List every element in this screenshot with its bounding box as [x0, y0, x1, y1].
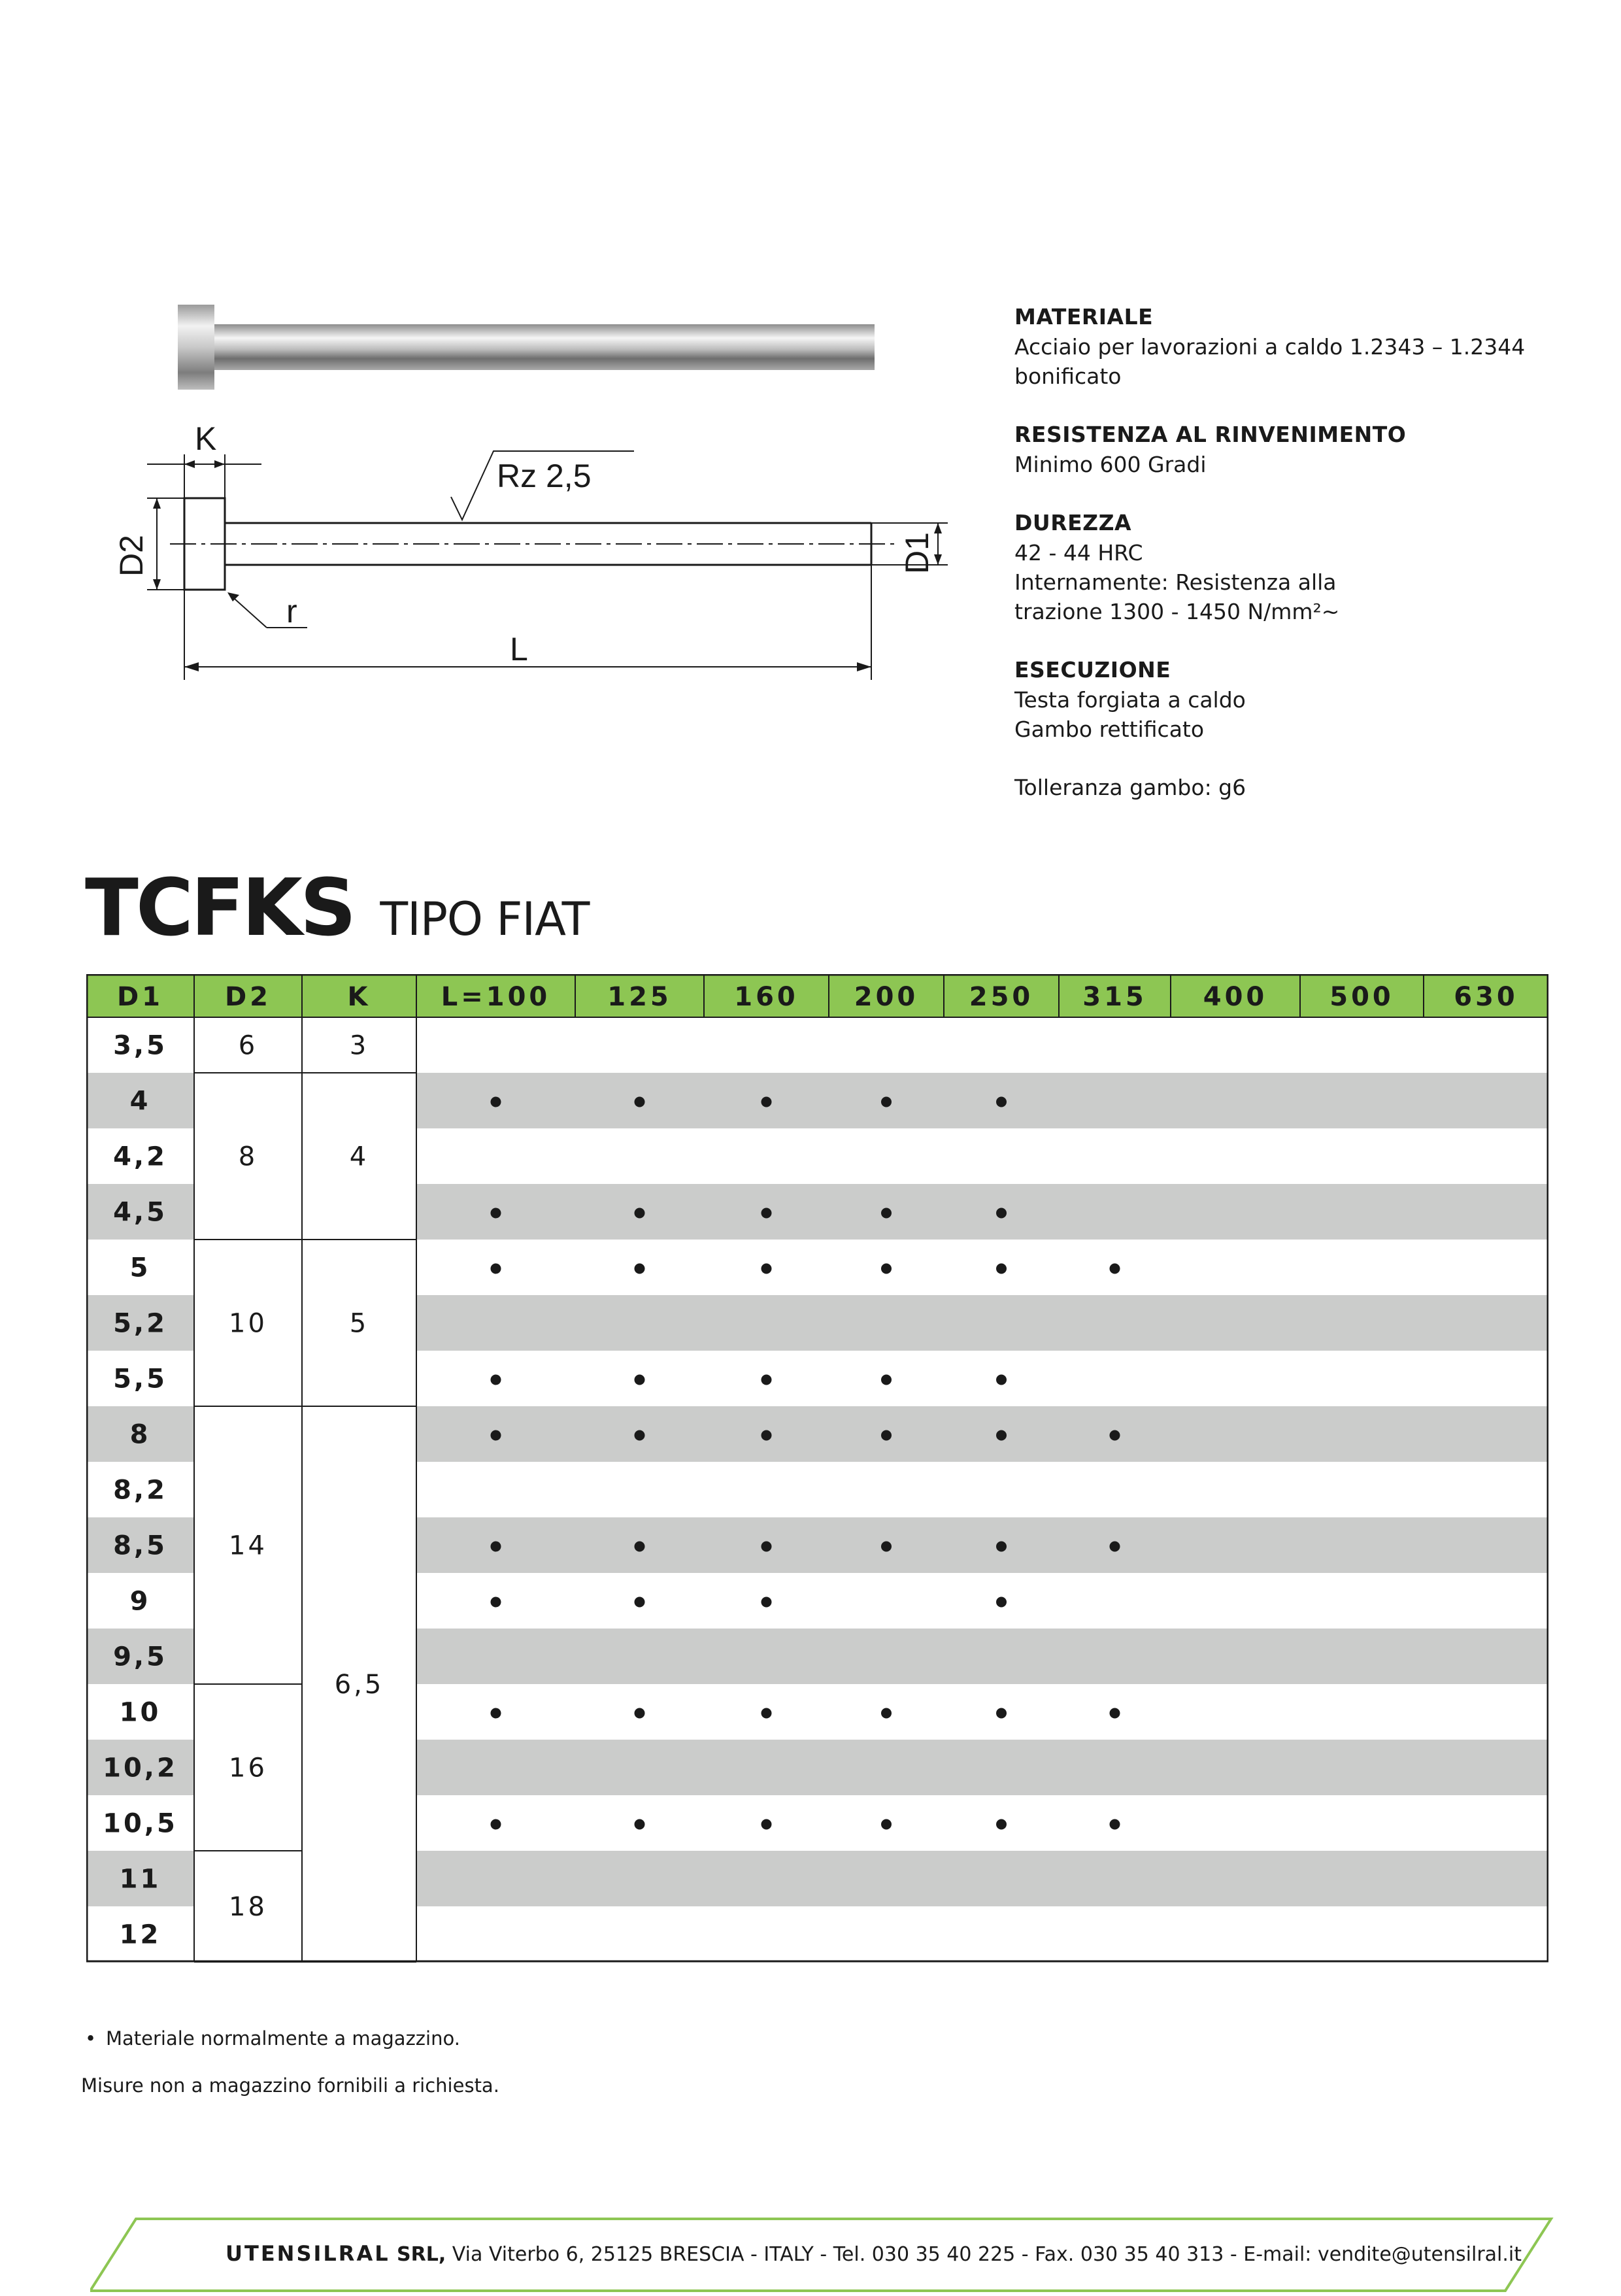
- d1-value: 10: [119, 1697, 161, 1728]
- availability-dot: [761, 1264, 772, 1274]
- column-header: D1: [116, 982, 164, 1012]
- spec-materiale: [1014, 302, 1577, 391]
- availability-dot: [635, 1819, 645, 1830]
- k-value: 3: [349, 1030, 369, 1061]
- label-k: K: [195, 420, 217, 457]
- availability-grid: [86, 974, 1548, 1965]
- availability-dot: [996, 1264, 1007, 1274]
- d1-value: 12: [119, 1919, 161, 1950]
- d2-value: 14: [229, 1530, 267, 1561]
- availability-dot: [1110, 1819, 1120, 1830]
- availability-dot: [635, 1264, 645, 1274]
- availability-dot: [996, 1819, 1007, 1830]
- column-header: D2: [224, 982, 272, 1012]
- column-header: K: [347, 982, 371, 1012]
- column-header: 200: [854, 982, 919, 1012]
- d1-value: 11: [119, 1864, 161, 1895]
- spec-line: Gambo rettificato: [1014, 717, 1205, 742]
- availability-dot: [1110, 1542, 1120, 1552]
- column-header: 160: [734, 982, 799, 1012]
- availability-dot: [996, 1597, 1007, 1608]
- spec-line: bonificato: [1014, 363, 1122, 389]
- availability-dot: [1110, 1430, 1120, 1441]
- row-stripe: [416, 1406, 1548, 1462]
- availability-dot: [635, 1708, 645, 1719]
- spec-line: trazione 1300 - 1450 N/mm²~: [1014, 599, 1340, 624]
- k-value: 6,5: [334, 1670, 384, 1700]
- spec-heading: ESECUZIONE: [1014, 657, 1171, 683]
- spec-resistenza: [1014, 420, 1577, 479]
- brand-suffix: SRL,: [390, 2243, 446, 2266]
- d1-value: 4,2: [113, 1141, 167, 1172]
- availability-dot: [635, 1375, 645, 1385]
- availability-dot: [491, 1097, 501, 1107]
- column-header: 630: [1454, 982, 1518, 1012]
- d1-value: 5: [129, 1253, 151, 1283]
- spec-line: Tolleranza gambo: g6: [1014, 775, 1246, 800]
- column-header: L=100: [441, 982, 551, 1012]
- availability-dot: [996, 1208, 1007, 1219]
- row-stripe: [416, 1184, 1548, 1240]
- d1-value: 8,2: [113, 1475, 167, 1506]
- notes: [81, 2023, 499, 2101]
- spec-line: Internamente: Resistenza alla: [1014, 569, 1337, 595]
- note-in-stock: Materiale normalmente a magazzino.: [106, 2027, 460, 2050]
- product-photo: [178, 305, 884, 399]
- availability-dot: [881, 1708, 892, 1719]
- availability-table: [86, 974, 1548, 1965]
- footer-contact: [226, 2241, 1522, 2266]
- availability-dot: [491, 1208, 501, 1219]
- d1-value: 10,2: [103, 1753, 178, 1783]
- availability-dot: [761, 1208, 772, 1219]
- availability-dot: [881, 1264, 892, 1274]
- availability-dot: [635, 1208, 645, 1219]
- availability-dot: [491, 1708, 501, 1719]
- availability-dot: [491, 1597, 501, 1608]
- availability-dot: [996, 1430, 1007, 1441]
- specifications: [1014, 302, 1577, 831]
- d2-value: 8: [238, 1141, 258, 1172]
- row-stripe: [416, 1740, 1548, 1795]
- note-on-request: Misure non a magazzino fornibili a richiesta.: [81, 2074, 499, 2097]
- product-subtitle: TIPO FIAT: [380, 892, 590, 946]
- d1-value: 5,5: [113, 1364, 167, 1394]
- d1-value: 9,5: [113, 1642, 167, 1672]
- label-rz: Rz 2,5: [497, 458, 592, 494]
- availability-dot: [761, 1708, 772, 1719]
- availability-dot: [996, 1708, 1007, 1719]
- k-value: 5: [349, 1308, 369, 1339]
- availability-dot: [881, 1819, 892, 1830]
- availability-dot: [996, 1375, 1007, 1385]
- d1-value: 5,2: [113, 1308, 167, 1339]
- d1-value: 4: [129, 1086, 151, 1117]
- availability-dot: [635, 1097, 645, 1107]
- d1-value: 8,5: [113, 1530, 167, 1561]
- footer-address: Via Viterbo 6, 25125 BRESCIA - ITALY - Tel. 030 35 40 225 - Fax. 030 35 40 313 - E-mail: vendite@utensilral.it: [446, 2243, 1522, 2266]
- label-d1: D1: [899, 532, 935, 574]
- spec-heading: DUREZZA: [1014, 510, 1132, 535]
- d1-value: 10,5: [103, 1808, 178, 1839]
- availability-dot: [881, 1097, 892, 1107]
- availability-dot: [761, 1819, 772, 1830]
- availability-dot: [881, 1430, 892, 1441]
- product-title: [85, 863, 589, 954]
- label-l: L: [510, 631, 528, 667]
- d1-value: 4,5: [113, 1197, 167, 1228]
- d1-value: 9: [129, 1586, 151, 1617]
- availability-dot: [1110, 1708, 1120, 1719]
- k-value: 4: [349, 1141, 369, 1172]
- availability-dot: [761, 1597, 772, 1608]
- column-header: 125: [607, 982, 672, 1012]
- column-header: 250: [969, 982, 1034, 1012]
- availability-dot: [635, 1542, 645, 1552]
- availability-dot: [491, 1375, 501, 1385]
- brand-name: UTENSILRAL: [226, 2241, 390, 2266]
- availability-dot: [881, 1208, 892, 1219]
- availability-dot: [635, 1597, 645, 1608]
- label-d2: D2: [113, 535, 150, 577]
- availability-dot: [761, 1375, 772, 1385]
- d2-value: 6: [238, 1030, 258, 1061]
- row-stripe: [416, 1517, 1548, 1573]
- availability-dot: [491, 1819, 501, 1830]
- spec-line: Minimo 600 Gradi: [1014, 452, 1207, 477]
- spec-esecuzione: [1014, 655, 1577, 744]
- availability-dot: [491, 1430, 501, 1441]
- spec-line: Acciaio per lavorazioni a caldo 1.2343 – 1.2344: [1014, 334, 1526, 360]
- availability-dot: [761, 1542, 772, 1552]
- spec-line: Testa forgiata a caldo: [1014, 687, 1246, 713]
- spec-heading: MATERIALE: [1014, 304, 1154, 329]
- column-header: 500: [1329, 982, 1394, 1012]
- row-stripe: [416, 1851, 1548, 1906]
- technical-drawing: [111, 418, 961, 696]
- availability-dot: [635, 1430, 645, 1441]
- availability-dot: [996, 1542, 1007, 1552]
- availability-dot: [491, 1542, 501, 1552]
- availability-dot: [881, 1375, 892, 1385]
- product-code: TCFKS: [85, 863, 354, 954]
- row-stripe: [416, 1073, 1548, 1128]
- availability-dot: [761, 1430, 772, 1441]
- column-header: 400: [1203, 982, 1268, 1012]
- d2-value: 10: [229, 1308, 267, 1339]
- row-stripe: [416, 1629, 1548, 1684]
- availability-dot: [1110, 1264, 1120, 1274]
- bullet-icon: •: [85, 2027, 97, 2050]
- spec-heading: RESISTENZA AL RINVENIMENTO: [1014, 422, 1407, 447]
- d2-value: 18: [229, 1892, 267, 1922]
- spec-durezza: [1014, 508, 1577, 626]
- label-r: r: [286, 593, 297, 630]
- availability-dot: [491, 1264, 501, 1274]
- availability-dot: [881, 1542, 892, 1552]
- column-header: 315: [1082, 982, 1147, 1012]
- d1-value: 8: [129, 1419, 151, 1450]
- d1-value: 3,5: [113, 1030, 167, 1061]
- spec-line: 42 - 44 HRC: [1014, 540, 1143, 566]
- row-stripe: [416, 1295, 1548, 1351]
- availability-dot: [996, 1097, 1007, 1107]
- availability-dot: [761, 1097, 772, 1107]
- d2-value: 16: [229, 1753, 267, 1783]
- spec-tolleranza: [1014, 773, 1577, 802]
